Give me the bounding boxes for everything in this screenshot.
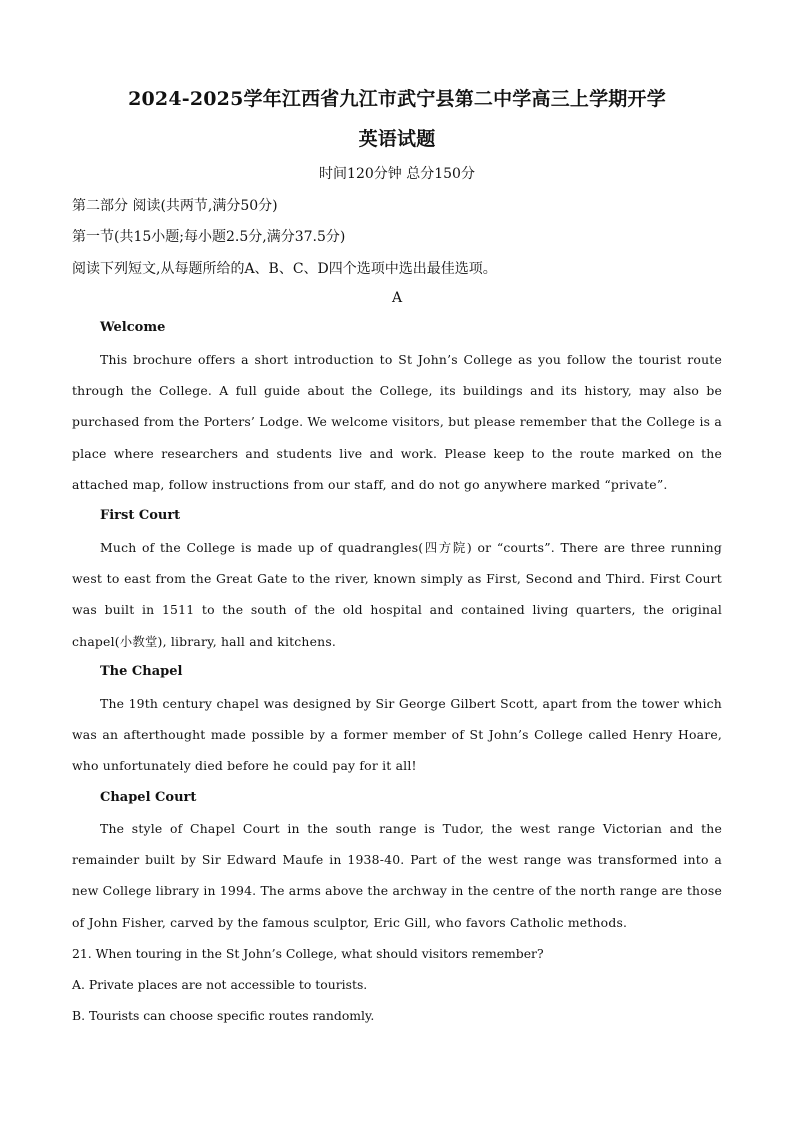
exam-title-line1: 2024-2025学年江西省九江市武宁县第二中学高三上学期开学 (128, 88, 666, 110)
question-21-option-a: A. Private places are not accessible to tourists. (72, 977, 368, 992)
paragraph-welcome: This brochure offers a short introduction to St John’s College as you follow the tourist route through the College. A full guide about the College, its buildings and its history, may also be purchased from the Porters’ Lodge. We welcome visitors, but please remember that the College is a place where researchers and students live and work. Please keep to the route marked on the attached map, follow instructions from our staff, and do not go anywhere marked “private”. (72, 352, 722, 492)
heading-chapel-court: Chapel Court (100, 790, 197, 805)
passage-label: A (391, 290, 403, 306)
paragraph-first-court: Much of the College is made up of quadrangles(四方院) or “courts”. There are three running west to east from the Great Gate to the river, known simply as First, Second and Third. First Court was built in 1511 to the south of the old hospital and contained living quarters, the original chapel(小教堂), library, hall and kitchens. (72, 540, 722, 649)
heading-first-court: First Court (100, 508, 181, 523)
question-21-stem: 21. When touring in the St John’s College, what should visitors remember? (72, 946, 544, 961)
part-heading: 第二部分 阅读(共两节,满分50分) (72, 198, 278, 214)
exam-time-score: 时间120分钟 总分150分 (319, 166, 475, 182)
paragraph-chapel-court: The style of Chapel Court in the south range is Tudor, the west range Victorian and the remainder built by Sir Edward Maufe in 1938-40. Part of the west range was transformed into a new College library in 1994. The arms above the archway in the centre of the north range are those of John Fisher, carved by the famous sculptor, Eric Gill, who favors Catholic methods. (72, 821, 722, 930)
heading-welcome: Welcome (100, 320, 166, 335)
section-heading: 第一节(共15小题;每小题2.5分,满分37.5分) (72, 229, 346, 245)
instruction-text: 阅读下列短文,从每题所给的A、B、C、D四个选项中选出最佳选项。 (72, 261, 497, 277)
paragraph-chapel: The 19th century chapel was designed by Sir George Gilbert Scott, apart from the tower which was an afterthought made possible by a former member of St John’s College called Henry Hoare, who unfortunately died before he could pay for it all! (72, 696, 722, 774)
heading-chapel: The Chapel (100, 664, 183, 679)
exam-title-line2: 英语试题 (358, 128, 436, 150)
question-21-option-b: B. Tourists can choose specific routes randomly. (72, 1008, 375, 1023)
